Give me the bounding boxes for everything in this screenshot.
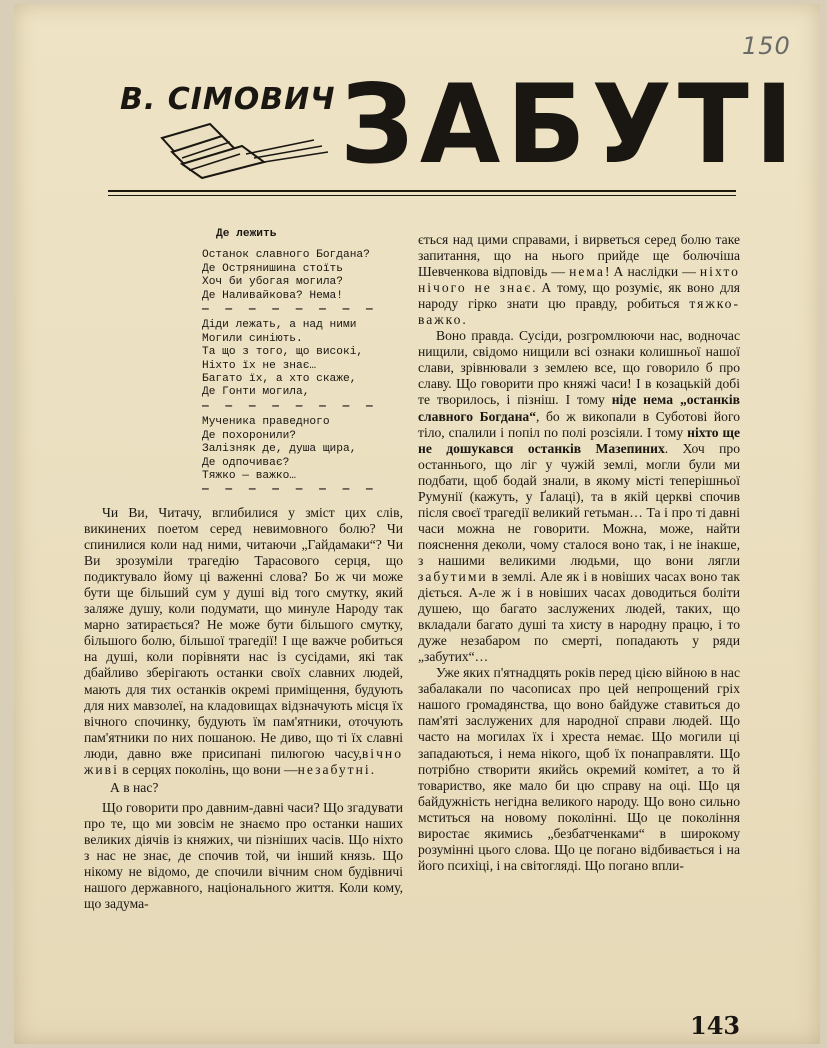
bold-text: ніхто ще не дошукався останків Мазепиних (418, 424, 740, 456)
epigraph-line: Тяжко — важко… (202, 469, 296, 482)
stanza-separator: — — — — — — — — (202, 304, 378, 317)
spaced-text: тяжко-важко (418, 296, 740, 328)
epigraph-line: Де одпочиває? (202, 456, 290, 469)
epigraph-line: Залізняк де, душа щира, (202, 443, 357, 456)
paragraph: Воно правда. Сусіди, розгромлюючи нас, водночас нищили, свідомо нищили всі ознаки колишньої нашої слави, зрівнювали з землею все, що говорило б про славу. Що говорити про княжі часи! І в козацькій добі те творилось, і пізніш. І тому ніде нема „останків славного Богдана“, бо ж викопали в Суботові його тіло, спалили і попіл по полі розсіяли. І тому ніхто ще не дошукався останків Мазепиних. Хоч про останнього, що ліг у чужій землі, могли були ми подбати, щоб бодай знали, в якому місті теперішньої Румунії (кажуть, у Ґалаці), та в якій церкві спочив після своєї трагедії великий гетьман… Та і про ті давні часи можна не говорити. Можна, може, найти пояснення деколи, чому сталося воно так, і не інакше, з нашими великими людьми, що вони лягли забутими в землі. Але як і в новіших часах воно так діється. А-ле ж і в новіших часах доводиться боліти душею, що багато заслужених людей, таких, що вкладали багато душі та хисту в народну працю, і то дуже незабаром по смерті, попадають у ряди „забутих“… (418, 328, 740, 665)
pencil-note: 150 (742, 32, 791, 60)
books-illustration-icon (142, 118, 332, 180)
bold-text: ніде нема „останків славного Богдана“ (418, 392, 740, 424)
epigraph-line: Та що з того, що високі, (202, 346, 364, 359)
epigraph-title: Де лежить (216, 228, 277, 240)
page-number: 143 (690, 1011, 741, 1040)
epigraph-line: Де Наливайкова? Нема! (202, 289, 343, 302)
epigraph-line: Де Гонти могила, (202, 386, 310, 399)
spaced-text: забутими (418, 568, 488, 584)
spaced-text: незабутні (297, 761, 371, 777)
epigraph-line: Де Острянишина стоїть (202, 262, 343, 275)
epigraph-line: Діди лежать, а над ними (202, 319, 357, 332)
epigraph (202, 228, 412, 500)
spaced-text: нема (569, 264, 605, 280)
paragraph: ється над цими справами, і вирветься серед болю таке запитання, що на нього прийде ще болючіша Шевченкова відповідь — нема! А наслідки — ніхто нічого не знає. А тому, що розуміє, як воно для народу гірко знати цю правду, робиться тяжко-важко. (418, 232, 740, 328)
stanza-separator: — — — — — — — — (202, 400, 378, 413)
paragraph: Чи Ви, Читачу, вглибилися у зміст цих слів, викинених поетом серед невимовного болю? Чи спинилися коли над ними, читаючи „Гайдамаки“? Чи Ви зрозуміли трагедію Тарасового серця, що подиктувало йому ці важенні слова? Бо ж чи може бути ще більший сум у душі від того смутку, який заляже душу, коли подумати, що минуле Народу так марно затирається? Не може бути більшого смутку, більшого болю, більшої трагедії! І ще важче робиться на душі, коли порівняти нас із сусідами, які так дбайливо зберігають останки своїх славних людей, мають для тих останків окремі приміщення, будують для них мавзолеї, на кладовищах відзначують місця їх вічного спочинку, будують їм пам'ятники, оточують пам'ятники по них пошаною. Не диво, що ті їх славні люди, давно вже присипані пилюгою часу,вічно живі в серцях поколінь, що вони —незабутні. (84, 505, 403, 777)
epigraph-line: Багато їх, а хто скаже, (202, 373, 357, 386)
epigraph-line: Останок славного Богдана? (202, 249, 370, 262)
epigraph-line: Де похоронили? (202, 429, 296, 442)
spaced-text: вічно живі (84, 745, 403, 777)
question-line: А в нас? (110, 779, 159, 795)
epigraph-line: Ніхто їх не знає… (202, 359, 317, 372)
article-title: ЗАБУТІ (340, 59, 800, 189)
title-rule-top (108, 190, 736, 192)
paragraph: Уже яких п'ятнадцять років перед цією війною в нас забалакали по часописах про цей непрощений гріх нашого громадянства, що воно байдуже ставиться до пам'яті заслужених для народної справи людей. Що часто на могилах їх і хреста немає. Що могили ці западаються, і нема нікого, щоб їх понаправляти. Що потрібно створити якийсь окремий комітет, а то й товариство, яке мало би цю справу на оці. Що ця байдужність негідна великого народу. Що воно сильно мститься на новому поколінні. Що це покоління виростає якимись „безбатченками“ в широкому розумінні цього слова. Що це погано відбивається і на його психіці, і на світогляді. Що погано впли- (418, 665, 740, 873)
epigraph-line: Могили синіють. (202, 332, 303, 345)
paragraph: Що говорити про давним-давні часи? Що згадувати про те, що ми зовсім не знаємо про останки наших великих діячів із княжих, чи пізніших часів. Що ніхто з нас не знає, де спочив той, чи інший князь. Що нікому не відомо, де спочили вічним сном будівничі нашого державного, національного життя. Коли кому, що задума- (84, 799, 403, 912)
epigraph-line: Хоч би убогая могила? (202, 276, 343, 289)
epigraph-line: Мученика праведного (202, 416, 330, 429)
stanza-separator: — — — — — — — — (202, 484, 378, 497)
title-rule-bottom (108, 195, 736, 196)
spaced-text: ніхто нічого не знає (418, 264, 740, 296)
author-name: В. СІМОВИЧ (120, 82, 336, 117)
right-column (418, 232, 740, 874)
left-column (84, 505, 403, 912)
